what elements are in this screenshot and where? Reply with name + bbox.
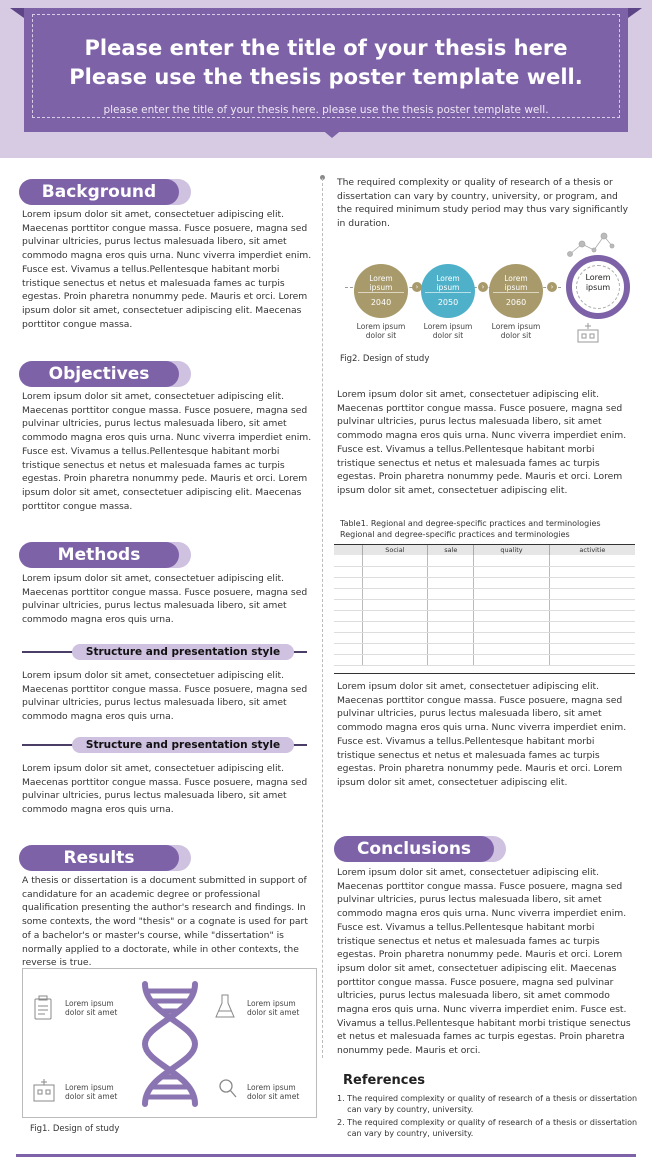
hospital-icon <box>576 322 600 344</box>
objectives-heading-tag <box>19 361 191 387</box>
methods-heading: Methods <box>19 542 179 568</box>
dna-label-bottom-right: Lorem ipsum dolor sit amet <box>247 1083 300 1101</box>
methods-sub2-text: Lorem ipsum dolor sit amet, consectetuer adipiscing elit. Maecenas porttitor congue massa. Fusce posuere, magna sed pulvinar ultricies, purus lectus malesuada libero, sit amet commodo magna eros quis urna. <box>22 763 308 816</box>
timeline-node-2060: Lorem ipsum 2060 <box>489 264 543 318</box>
dna-label-top-right: Lorem ipsum dolor sit amet <box>247 999 300 1017</box>
table-header-sale: sale <box>428 545 474 555</box>
background-heading-tag <box>19 179 191 205</box>
table-row <box>334 632 635 643</box>
table-row <box>334 577 635 588</box>
right-paragraph-2: Lorem ipsum dolor sit amet, consectetuer adipiscing elit. Maecenas porttitor congue massa. Fusce posuere, magna sed pulvinar ultricies, purus lectus malesuada libero, sit amet commodo magna eros quis urna. Nunc viverra imperdiet enim. Fusce est. Vivamus a tellus.Pellentesque habitant morbi tristique senectus et netus et malesuada fames ac turpis egestas. Proin pharetra nonummy pede. Mauris et orci. Lorem ipsum dolor sit amet, consectetuer adipiscing elit. <box>337 389 627 496</box>
references-heading: References <box>343 1073 426 1088</box>
objectives-text: Lorem ipsum dolor sit amet, consectetuer adipiscing elit. Maecenas porttitor congue massa. Fusce posuere, magna sed pulvinar ultricies, purus lectus malesuada libero, sit amet commodo magna eros quis urna. Nunc viverra imperdiet enim. Fusce est. Vivamus a tellus.Pellentesque habitant morbi tristique senectus et netus et malesuada fames ac turpis egestas. Proin pharetra nonummy pede. Mauris et orci. Lorem ipsum dolor sit amet, consectetuer adipiscing elit. Maecenas porttitor congue massa. <box>22 391 312 512</box>
footer-rule <box>16 1154 636 1157</box>
poster-title <box>24 34 628 92</box>
table-header-0 <box>334 545 362 555</box>
banner-point <box>320 128 344 138</box>
dna-label-bottom-left: Lorem ipsum dolor sit amet <box>65 1083 118 1101</box>
table-row <box>334 555 635 566</box>
methods-heading-tag <box>19 542 191 568</box>
dna-label-top-left: Lorem ipsum dolor sit amet <box>65 999 118 1017</box>
methods-subheading-1-label: Structure and presentation style <box>72 644 294 660</box>
flask-icon <box>216 995 234 1017</box>
table-row <box>334 610 635 621</box>
methods-sub1-text: Lorem ipsum dolor sit amet, consectetuer adipiscing elit. Maecenas porttitor congue massa. Fusce posuere, magna sed pulvinar ultricies, purus lectus malesuada libero, sit amet commodo magna eros quis urna. <box>22 670 308 723</box>
timeline-node-2040: Lorem ipsum 2040 <box>354 264 408 318</box>
right-intro-text: The required complexity or quality of research of a thesis or dissertation can vary by country, university, or program, and the required minimum study period may thus vary significantly in duration. <box>337 177 629 230</box>
column-divider <box>322 178 323 1058</box>
table-header-row <box>334 545 635 555</box>
poster-subtitle: please enter the title of your thesis here. please use the thesis poster template well. <box>103 104 549 116</box>
right-paragraph-3: Lorem ipsum dolor sit amet, consectetuer adipiscing elit. Maecenas porttitor congue massa. Fusce posuere, magna sed pulvinar ultricies, purus lectus malesuada libero, sit amet commodo magna eros quis urna. Nunc viverra imperdiet enim. Fusce est. Vivamus a tellus.Pellentesque habitant morbi tristique senectus et netus et malesuada fames ac turpis egestas. Proin pharetra nonummy pede. Mauris et orci. Lorem ipsum dolor sit amet, consectetuer adipiscing elit. <box>337 681 627 788</box>
table-header-social: Social <box>362 545 428 555</box>
fig2-caption: Fig2. Design of study <box>340 354 430 364</box>
timeline-final-label: Lorem ipsum <box>585 273 611 292</box>
hospital-icon <box>34 1079 54 1101</box>
table-caption-2: Regional and degree-specific practices and terminologies <box>340 530 570 539</box>
magnifier-icon <box>220 1080 236 1097</box>
timeline-arrow-1: › <box>412 282 422 292</box>
regional-practices-table <box>334 545 635 666</box>
table-caption-1: Table1. Regional and degree-specific practices and terminologies <box>340 519 601 528</box>
methods-subheading-2 <box>22 737 307 753</box>
background-heading: Background <box>19 179 179 205</box>
timeline-node-2050: Lorem ipsum 2050 <box>421 264 475 318</box>
timeline-caption-2: Lorem ipsum dolor sit <box>423 322 473 340</box>
conclusions-heading: Conclusions <box>334 836 494 862</box>
timeline-caption-3: Lorem ipsum dolor sit <box>491 322 541 340</box>
table-row <box>334 588 635 599</box>
results-heading: Results <box>19 845 179 871</box>
title-line-1: Please enter the title of your thesis here <box>84 36 568 60</box>
table-row <box>334 643 635 654</box>
table-header-quality: quality <box>474 545 549 555</box>
reference-item-1: 1. The required complexity or quality of research of a thesis or dissertation can vary by country, university. <box>337 1094 638 1114</box>
timeline-arrow-3: › <box>547 282 557 292</box>
table-bottom-rule <box>334 673 635 674</box>
reference-item-2: 2. The required complexity or quality of research of a thesis or dissertation can vary by country, university. <box>337 1118 638 1138</box>
fig1-caption: Fig1. Design of study <box>30 1124 120 1134</box>
table-header-activitie: activitie <box>549 545 635 555</box>
table-row <box>334 566 635 577</box>
background-text: Lorem ipsum dolor sit amet, consectetuer adipiscing elit. Maecenas porttitor congue massa. Fusce posuere, magna sed pulvinar ultricies, purus lectus malesuada libero, sit amet commodo magna eros quis urna. Nunc viverra imperdiet enim. Fusce est. Vivamus a tellus.Pellentesque habitant morbi tristique senectus et netus et malesuada fames ac turpis egestas. Proin pharetra nonummy pede. Mauris et orci. Lorem ipsum dolor sit amet, consectetuer adipiscing elit. Maecenas porttitor congue massa. <box>22 209 312 330</box>
banner-fold-right <box>628 8 642 18</box>
timeline-arrow-2: › <box>478 282 488 292</box>
methods-text: Lorem ipsum dolor sit amet, consectetuer adipiscing elit. Maecenas porttitor congue massa. Fusce posuere, magna sed pulvinar ultricies, purus lectus malesuada libero, sit amet commodo magna eros quis urna. <box>22 573 308 626</box>
conclusions-heading-tag <box>334 836 506 862</box>
banner-fold-left <box>10 8 24 18</box>
table-row <box>334 599 635 610</box>
methods-subheading-2-label: Structure and presentation style <box>72 737 294 753</box>
title-line-2: Please use the thesis poster template well. <box>69 65 583 89</box>
conclusions-text: Lorem ipsum dolor sit amet, consectetuer adipiscing elit. Maecenas porttitor congue massa. Fusce posuere, magna sed pulvinar ultricies, purus lectus malesuada libero, sit amet commodo magna eros quis urna. Nunc viverra imperdiet enim. Fusce est. Vivamus a tellus.Pellentesque habitant morbi tristique senectus et netus et malesuada fames ac turpis egestas. Proin pharetra nonummy pede. Mauris et orci. Lorem ipsum dolor sit amet, consectetuer adipiscing elit. Maecenas porttitor congue massa. Fusce posuere, magna sed pulvinar ultricies, purus lectus malesuada libero, sit amet commodo magna eros quis urna. Nunc viverra imperdiet enim. Fusce est. Vivamus a tellus.Pellentesque habitant morbi tristique senectus et netus et malesuada fames ac turpis egestas. Proin pharetra nonummy pede. Mauris et orci. <box>337 867 631 1057</box>
timeline-caption-1: Lorem ipsum dolor sit <box>356 322 406 340</box>
dna-figure <box>22 968 317 1118</box>
clipboard-icon <box>35 996 51 1019</box>
results-text: A thesis or dissertation is a document submitted in support of candidature for an academic degree or professional qualification presenting the author's research and findings. In some contexts, the word "thesis" or a cognate is used for part of a bachelor's or master's course, while "dissertation" is normally applied to a doctorate, while in other contexts, the reverse is true. <box>22 875 308 969</box>
table-row <box>334 621 635 632</box>
results-heading-tag <box>19 845 191 871</box>
methods-subheading-1 <box>22 644 307 660</box>
table-row <box>334 654 635 665</box>
objectives-heading: Objectives <box>19 361 179 387</box>
